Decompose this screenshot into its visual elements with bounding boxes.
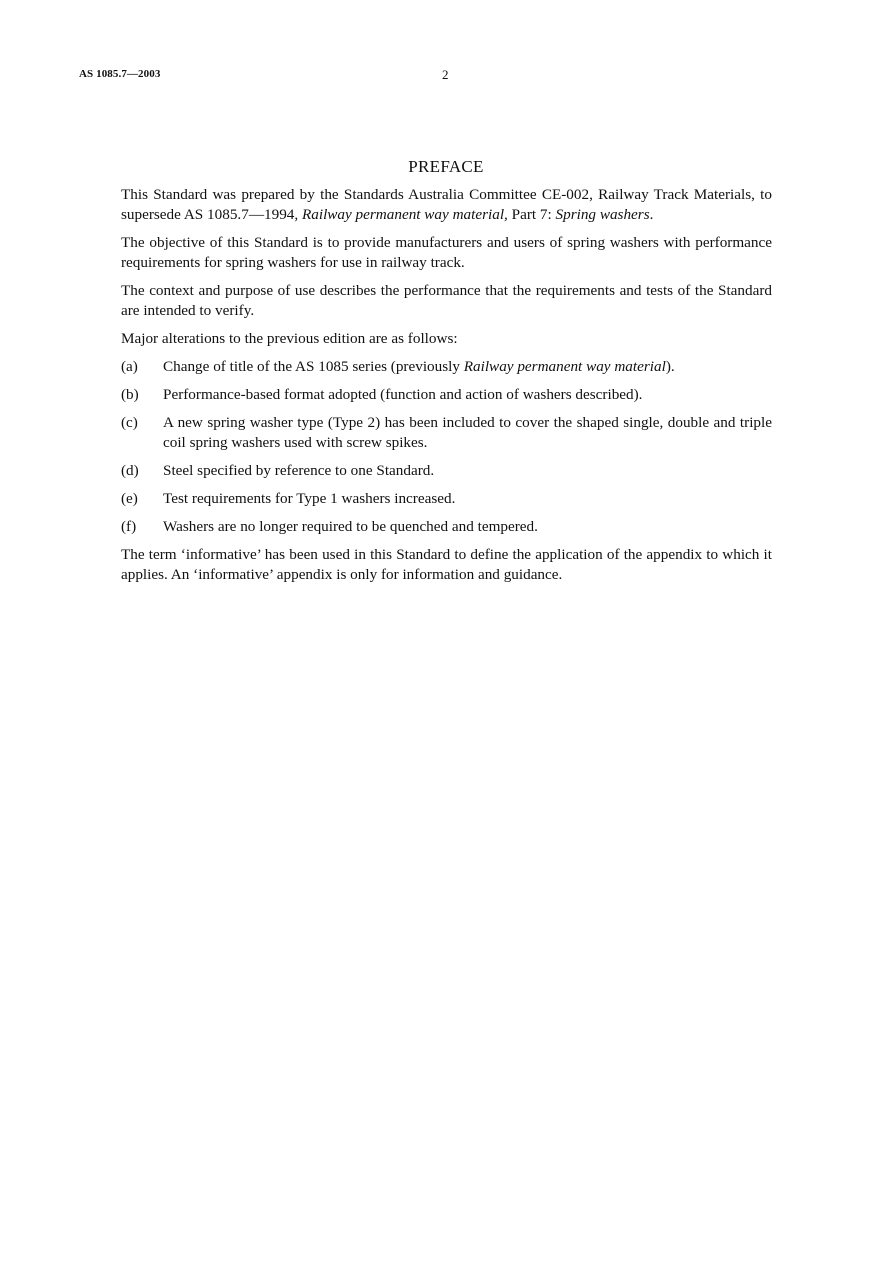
list-text-part: Change of title of the AS 1085 series (previously [163,358,464,375]
paragraph-text: Part 7: [507,206,556,223]
list-label: (a) [121,358,138,375]
list-text [163,357,772,377]
standard-code: AS 1085.7—2003 [79,68,161,80]
alterations-list [121,357,772,537]
list-text: Performance-based format adopted (function and action of washers described). [163,386,643,403]
list-text: A new spring washer type (Type 2) has been included to cover the shaped single, double and triple coil spring washers used with screw spikes. [163,414,772,451]
list-item [121,489,772,509]
paragraph-committee [121,185,772,225]
list-text: Steel specified by reference to one Standard. [163,462,435,479]
list-item [121,385,772,405]
series-title: Railway permanent way material, [301,206,508,223]
list-label: (b) [121,386,139,403]
paragraph-alterations-intro: Major alterations to the previous edition are as follows: [121,330,458,347]
list-item [121,517,772,537]
list-text: Test requirements for Type 1 washers increased. [163,490,456,507]
list-label: (c) [121,414,138,431]
page-number: 2 [442,67,449,82]
preface-body [121,185,772,593]
list-item [121,461,772,481]
part-title: Spring washers [555,206,650,223]
paragraph-text: . [649,206,654,223]
list-label: (e) [121,490,138,507]
list-label: (d) [121,462,139,479]
list-text: Washers are no longer required to be quenched and tempered. [163,518,538,535]
list-label: (f) [121,518,137,535]
list-item [121,413,772,453]
previous-series-title: Railway permanent way material [463,358,666,375]
paragraph-informative: The term ‘informative’ has been used in this Standard to define the application of the appendix to which it applies. An ‘informative’ appendix is only for information and guidance. [121,546,772,583]
list-item [121,357,772,377]
paragraph-objective: The objective of this Standard is to provide manufacturers and users of spring washers with performance requirements for spring washers for use in railway track. [121,234,772,271]
list-text-part: ). [665,358,675,375]
paragraph-text: This Standard was prepared by the Standards Australia Committee CE-002, Railway Track Materials, to supersede AS 1085.7—1994, [121,186,772,223]
paragraph-context: The context and purpose of use describes the performance that the requirements and tests of the Standard are intended to verify. [121,282,772,319]
section-title: PREFACE [408,157,484,176]
